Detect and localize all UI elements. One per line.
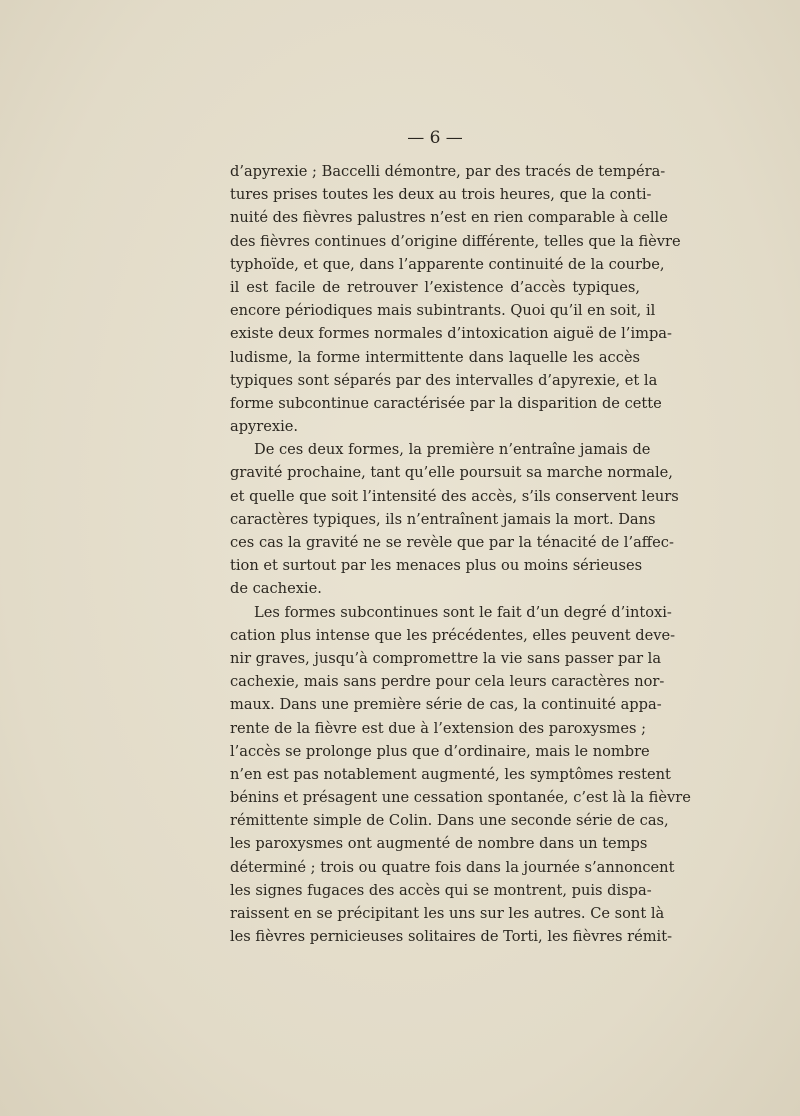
text-line: l’accès se prolonge plus que d’ordinaire, mais le nombre <box>230 742 650 760</box>
text-line: rente de la fièvre est due à l’extension des paroxysmes ; <box>230 719 647 737</box>
text-line: raissent en se précipitant les uns sur les autres. Ce sont là <box>230 905 665 922</box>
text-line: déterminé ; trois ou quatre fois dans la journée s’annoncent <box>230 858 675 876</box>
text-line: existe deux formes normales d’intoxication aiguë de l’impa- <box>230 325 672 343</box>
text-line: nir graves, jusqu’à compromettre la vie sans passer par la <box>230 649 662 667</box>
text-line: nuité des fièvres palustres n’est en rien comparable à celle <box>230 209 668 227</box>
text-line: caractères typiques, ils n’entraînent jamais la mort. Dans <box>230 510 656 528</box>
text-line: des fièvres continues d’origine différente, telles que la fièvre <box>230 232 681 250</box>
text-line: bénins et présagent une cessation spontanée, c’est là la fièvre <box>230 789 691 807</box>
text-line: De ces deux formes, la première n’entraîne jamais de <box>254 441 651 459</box>
text-line: les signes fugaces des accès qui se montrent, puis dispa- <box>230 881 652 899</box>
text-line: typhoïde, et que, dans l’apparente continuité de la courbe, <box>230 255 665 273</box>
text-line: apyrexie. <box>230 418 299 436</box>
text-line: d’apyrexie ; Baccelli démontre, par des tracés de tempéra- <box>230 163 666 180</box>
text-line: maux. Dans une première série de cas, la continuité appa- <box>230 696 662 714</box>
text-line: n’en est pas notablement augmenté, les symptômes restent <box>230 765 671 783</box>
text-line: typiques sont séparés par des intervalles d’apyrexie, et la <box>230 371 658 389</box>
text-line: encore périodiques mais subintrants. Quoi qu’il en soit, il <box>230 302 656 320</box>
text-line: rémittente simple de Colin. Dans une seconde série de cas, <box>230 812 669 830</box>
text-line: tures prises toutes les deux au trois heures, que la conti- <box>230 186 652 204</box>
page-number: — 6 — <box>407 128 463 148</box>
text-line: les paroxysmes ont augmenté de nombre dans un temps <box>230 835 648 853</box>
text-line: cachexie, mais sans perdre pour cela leurs caractères nor- <box>230 673 665 691</box>
text-line: ces cas la gravité ne se revèle que par la ténacité de l’affec- <box>230 534 674 551</box>
text-line: les fièvres pernicieuses solitaires de Torti, les fièvres rémit- <box>230 928 673 946</box>
text-line: et quelle que soit l’intensité des accès, s’ils conservent leurs <box>230 487 679 505</box>
text-line: ludisme, la forme intermittente dans laquelle les accès <box>230 348 640 366</box>
text-line: tion et surtout par les menaces plus ou moins sérieuses <box>230 557 643 575</box>
text-line: de cachexie. <box>230 580 322 598</box>
text-line: forme subcontinue caractérisée par la disparition de cette <box>230 394 662 412</box>
text-line: cation plus intense que les précédentes, elles peuvent deve- <box>230 626 676 644</box>
text-line: il est facile de retrouver l’existence d’accès typiques, <box>230 278 640 296</box>
body-text <box>230 160 691 948</box>
text-line: gravité prochaine, tant qu’elle poursuit sa marche normale, <box>230 464 673 482</box>
text-line: Les formes subcontinues sont le fait d’un degré d’intoxi- <box>254 603 672 621</box>
